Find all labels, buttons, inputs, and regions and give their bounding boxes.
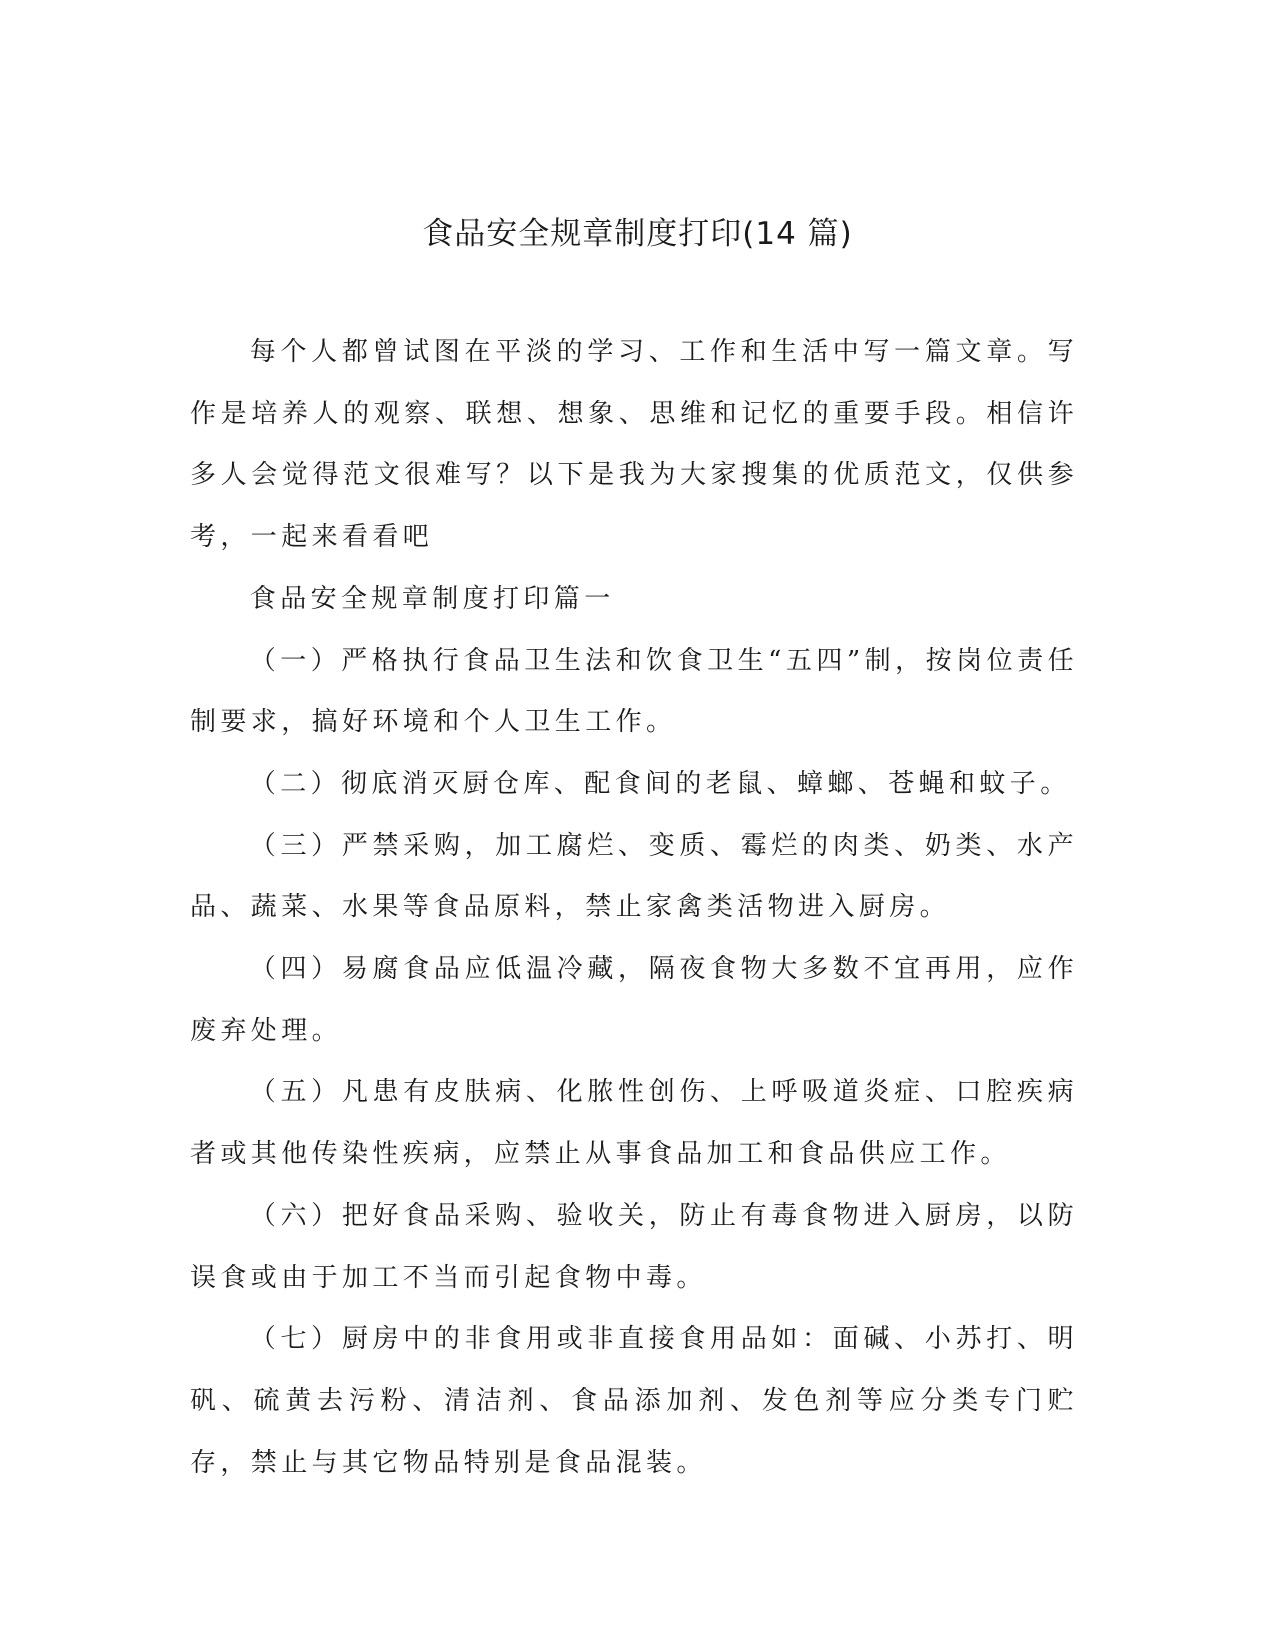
rule-item-2: （二）彻底消灭厨仓库、配食间的老鼠、蟑螂、苍蝇和蚊子。 <box>249 768 1071 799</box>
intro-paragraph: 每个人都曾试图在平淡的学习、工作和生活中写一篇文章。写作是培养人的观察、联想、想象、思维和记忆的重要手段。相信许多人会觉得范文很难写？以下是我为大家搜集的优质范文，仅供参考，一起来看看吧 <box>190 337 1078 553</box>
rule-item-5: （五）凡患有皮肤病、化脓性创伤、上呼吸道炎症、口腔疾病者或其他传染性疾病，应禁止从事食品加工和食品供应工作。 <box>190 1077 1078 1170</box>
rule-item-6: （六）把好食品采购、验收关，防止有毒食物进入厨房，以防误食或由于加工不当而引起食物中毒。 <box>190 1200 1078 1293</box>
document-title: 食品安全规章制度打印(14 篇) <box>422 216 853 252</box>
rule-item-7: （七）厨房中的非食用或非直接食用品如：面碱、小苏打、明矾、硫黄去污粉、清洁剂、食品添加剂、发色剂等应分类专门贮存，禁止与其它物品特别是食品混装。 <box>190 1324 1078 1478</box>
document-body <box>190 322 1078 1494</box>
section-heading: 食品安全规章制度打印篇一 <box>249 583 615 614</box>
rule-item-1: （一）严格执行食品卫生法和饮食卫生“五四”制，按岗位责任制要求，搞好环境和个人卫生工作。 <box>190 645 1078 738</box>
rule-item-3: （三）严禁采购，加工腐烂、变质、霉烂的肉类、奶类、水产品、蔬菜、水果等食品原料，禁止家禽类活物进入厨房。 <box>190 830 1078 923</box>
rule-item-4: （四）易腐食品应低温冷藏，隔夜食物大多数不宜再用，应作废弃处理。 <box>190 954 1078 1046</box>
